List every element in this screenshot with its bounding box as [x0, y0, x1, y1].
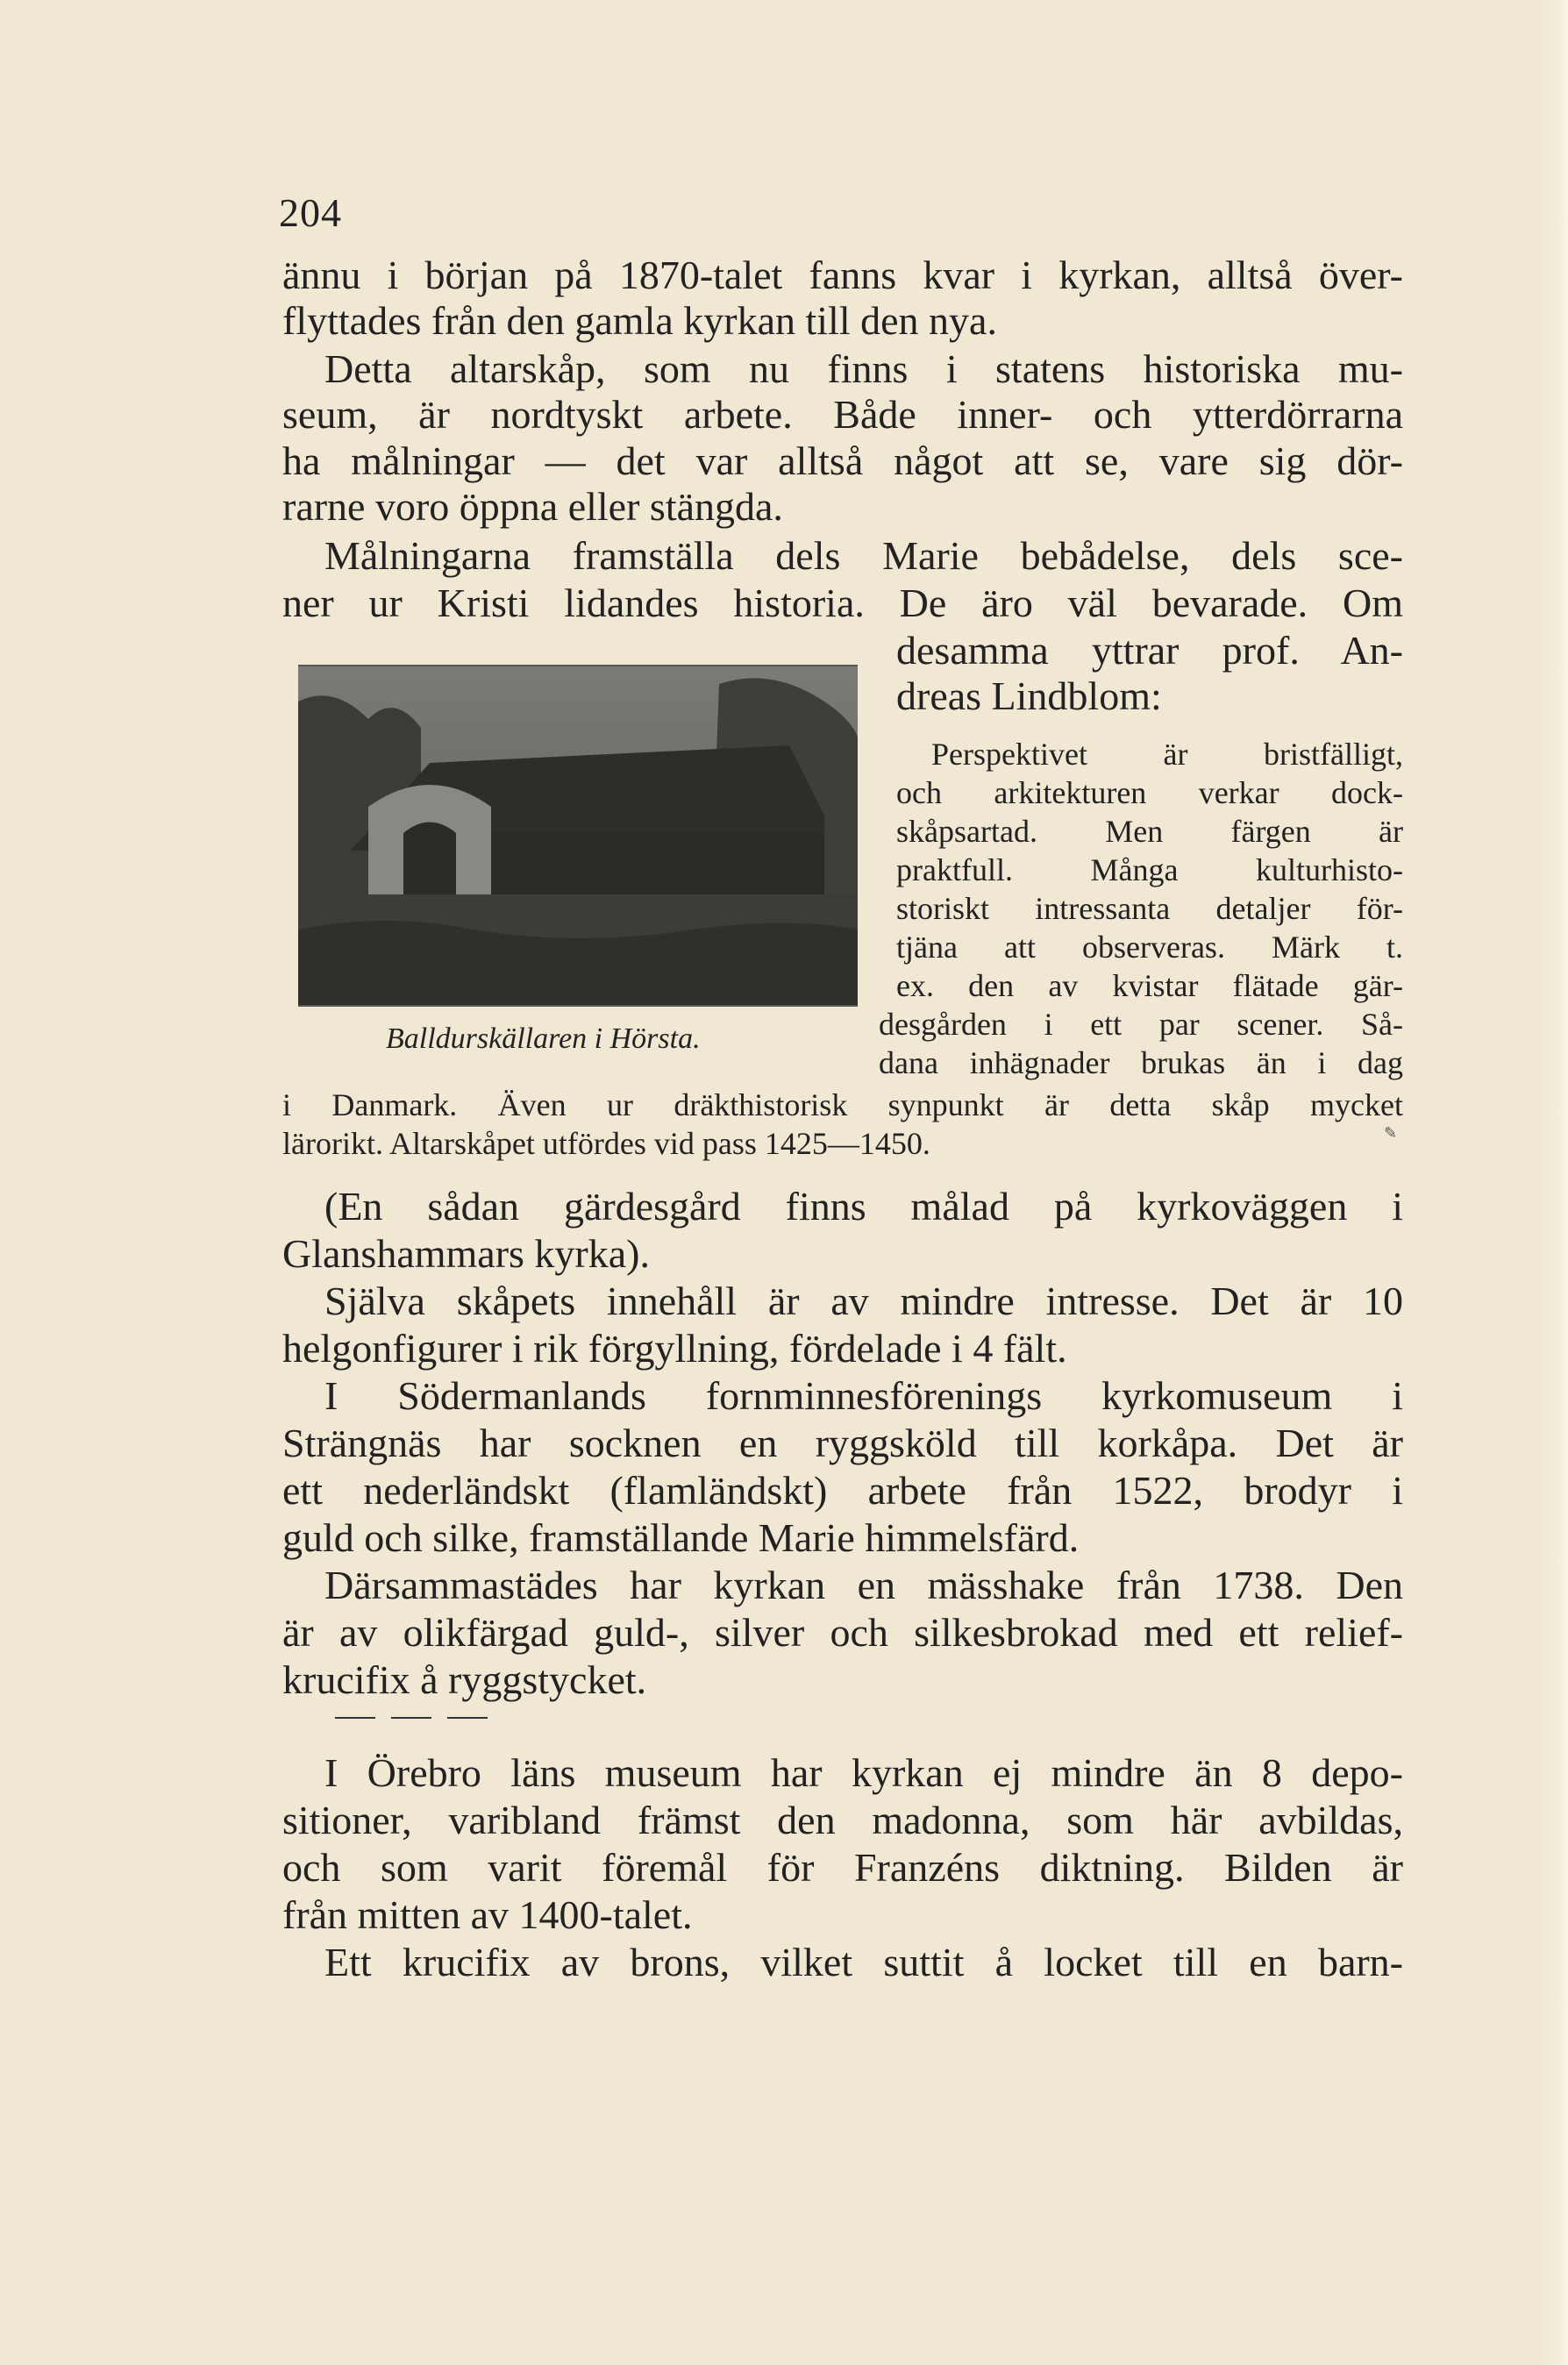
- body-line: sitioner, varibland främst den madonna, som här avbildas,: [282, 1798, 1403, 1842]
- body-line: I Södermanlands fornminnesförenings kyrkomuseum i: [324, 1373, 1403, 1418]
- body-line: Därsammastädes har kyrkan en mässhake från 1738. Den: [324, 1563, 1403, 1607]
- quote-line: i Danmark. Även ur dräkthistorisk synpunkt är detta skåp mycket: [282, 1087, 1403, 1122]
- quote-line: desgården i ett par scener. Så-: [879, 1007, 1403, 1042]
- body-line: flyttades från den gamla kyrkan till den nya.: [282, 298, 997, 343]
- body-line: seum, är nordtyskt arbete. Både inner- och ytterdörrarna: [282, 392, 1403, 437]
- body-line: och som varit föremål för Franzéns diktning. Bilden är: [282, 1845, 1403, 1890]
- quote-line: tjäna att observeras. Märk t.: [896, 930, 1403, 965]
- body-line: krucifix å ryggstycket.: [282, 1657, 647, 1702]
- body-line: ner ur Kristi lidandes historia. De äro väl bevarade. Om: [282, 581, 1403, 625]
- divider-dash: [335, 1717, 375, 1719]
- body-line: Detta altarskåp, som nu finns i statens historiska mu-: [324, 346, 1403, 391]
- quote-line: praktfull. Många kulturhisto-: [896, 852, 1403, 887]
- body-line: ännu i början på 1870-talet fanns kvar i kyrkan, alltså över-: [282, 253, 1403, 297]
- section-divider: [335, 1717, 488, 1719]
- body-line: dreas Lindblom:: [896, 673, 1162, 718]
- photo-caption: Balldurskällaren i Hörsta.: [386, 1022, 701, 1055]
- body-line: (En sådan gärdesgård finns målad på kyrkoväggen i: [324, 1184, 1403, 1229]
- body-line: guld och silke, framställande Marie himmelsfärd.: [282, 1515, 1080, 1560]
- body-line: helgonfigurer i rik förgyllning, fördelade i 4 fält.: [282, 1326, 1067, 1371]
- body-line: Själva skåpets innehåll är av mindre intresse. Det är 10: [324, 1279, 1403, 1323]
- quote-line: dana inhägnader brukas än i dag: [879, 1045, 1403, 1080]
- body-line: rarne voro öppna eller stängda.: [282, 484, 783, 529]
- body-line: Glanshammars kyrka).: [282, 1231, 650, 1276]
- divider-dash: [447, 1717, 488, 1719]
- page-edge: [1535, 0, 1568, 2365]
- divider-dash: [391, 1717, 431, 1719]
- body-line: från mitten av 1400-talet.: [282, 1892, 693, 1937]
- quote-line: ex. den av kvistar flätade gär-: [896, 968, 1403, 1003]
- photo-image: [298, 666, 858, 1005]
- quote-line: storiskt intressanta detaljer för-: [896, 891, 1403, 926]
- body-line: Strängnäs har socknen en ryggsköld till korkåpa. Det är: [282, 1421, 1403, 1465]
- body-line: ha målningar — det var alltså något att se, vare sig dör-: [282, 438, 1403, 483]
- body-line: Målningarna framställa dels Marie bebådelse, dels sce-: [324, 533, 1403, 578]
- quote-line: och arkitekturen verkar dock-: [896, 775, 1403, 810]
- body-line: desamma yttrar prof. An-: [896, 628, 1403, 673]
- quote-line: lärorikt. Altarskåpet utfördes vid pass 1425—1450.: [282, 1126, 930, 1161]
- body-line: Ett krucifix av brons, vilket suttit å locket till en barn-: [324, 1940, 1403, 1984]
- body-line: ett nederländskt (flamländskt) arbete från 1522, brodyr i: [282, 1468, 1403, 1513]
- page-number: 204: [279, 190, 342, 235]
- quote-line: Perspektivet är bristfälligt,: [931, 737, 1403, 772]
- quote-line: skåpsartad. Men färgen är: [896, 814, 1403, 849]
- body-line: är av olikfärgad guld-, silver och silkesbrokad med ett relief-: [282, 1610, 1403, 1655]
- ink-mark: ✎: [1384, 1124, 1398, 1142]
- body-line: I Örebro läns museum har kyrkan ej mindre än 8 depo-: [324, 1750, 1403, 1795]
- photograph: [298, 665, 858, 1007]
